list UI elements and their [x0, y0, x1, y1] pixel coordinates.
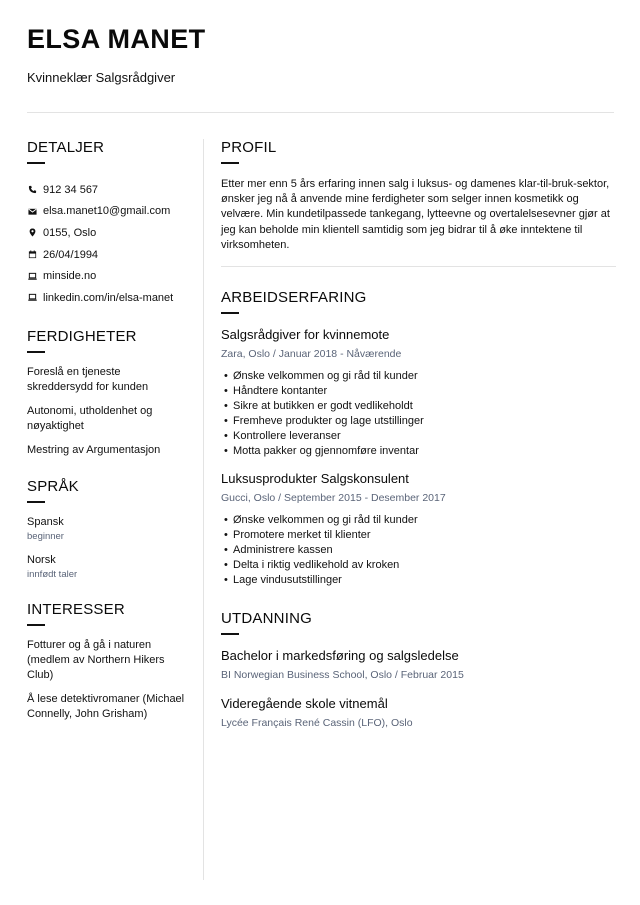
degree-title: Videregående skole vitnemål	[221, 696, 388, 712]
language-name: Norsk	[27, 553, 56, 566]
phone-text: 912 34 567	[43, 183, 99, 196]
job-title: Luksusprodukter Salgskonsulent	[221, 471, 409, 487]
calendar-icon	[27, 250, 37, 260]
email-text: elsa.manet10@gmail.com	[43, 205, 171, 218]
duty-item: • Promotere merket til klienter	[221, 528, 616, 543]
skill-item: Autonomi, utholdenhet og nøyaktighet	[27, 404, 153, 432]
location-pin-icon	[27, 228, 37, 238]
job-duties	[221, 369, 616, 459]
interest-item: Å lese detektivromaner (Michael Connelly, John Grisham)	[27, 692, 185, 720]
section-underline	[221, 162, 239, 164]
duty-item: • Håndtere kontanter	[221, 384, 616, 399]
duty-item: • Delta i riktig vedlikehold av kroken	[221, 558, 616, 573]
candidate-name: ELSA MANET	[27, 24, 206, 54]
experience-heading: ARBEIDSERFARING	[221, 289, 367, 307]
job-title: Salgsrådgiver for kvinnemote	[221, 327, 390, 343]
degree-meta: BI Norwegian Business School, Oslo / Februar 2015	[221, 669, 464, 682]
interests-heading: INTERESSER	[27, 600, 125, 618]
duty-item: • Administrere kassen	[221, 543, 616, 558]
duty-item: • Fremheve produkter og lage utstillinger	[221, 414, 616, 429]
contact-email	[27, 201, 187, 223]
language-item	[27, 515, 187, 544]
duty-item: • Lage vindusutstillinger	[221, 573, 616, 588]
profile-heading: PROFIL	[221, 139, 277, 156]
job-duties	[221, 513, 616, 588]
languages-section	[27, 478, 187, 582]
section-underline	[221, 633, 239, 635]
duty-item: • Motta pakker og gjennomføre inventar	[221, 444, 616, 459]
education-entry	[221, 696, 616, 730]
contact-linkedin	[27, 287, 187, 309]
details-heading: DETALJER	[27, 139, 105, 156]
degree-meta: Lycée Français René Cassin (LFO), Oslo	[221, 717, 413, 730]
profile-section	[221, 139, 616, 267]
skills-heading: FERDIGHETER	[27, 327, 137, 345]
linkedin-text: linkedin.com/in/elsa-manet	[43, 291, 174, 304]
section-underline	[221, 312, 239, 314]
duty-item: • Ønske velkommen og gi råd til kunder	[221, 513, 616, 528]
education-section	[221, 610, 616, 730]
language-name: Spansk	[27, 515, 64, 528]
interests-section	[27, 601, 187, 722]
laptop-icon	[27, 293, 37, 303]
job-entry	[221, 471, 616, 588]
skill-item: Foreslå en tjeneste skreddersydd for kunden	[27, 365, 149, 393]
job-meta: Zara, Oslo / Januar 2018 - Nåværende	[221, 348, 402, 361]
left-column	[27, 139, 187, 731]
contact-birthdate	[27, 244, 187, 266]
contact-list	[27, 179, 187, 309]
section-underline	[27, 501, 45, 503]
education-entry	[221, 648, 616, 682]
interest-item: Fotturer og å gå i naturen (medlem av Northern Hikers Club)	[27, 638, 165, 681]
experience-section	[221, 289, 616, 588]
contact-website	[27, 265, 187, 287]
candidate-title: Kvinneklær Salgsrådgiver	[27, 70, 176, 85]
duty-item: • Ønske velkommen og gi råd til kunder	[221, 369, 616, 384]
column-divider	[203, 139, 204, 880]
skills-section	[27, 328, 187, 458]
address-text: 0155, Oslo	[43, 226, 97, 239]
language-item	[27, 553, 187, 582]
right-column	[221, 139, 616, 730]
website-text: minside.no	[43, 270, 97, 283]
interests-list	[27, 638, 187, 722]
profile-divider	[221, 266, 616, 267]
job-entry	[221, 327, 616, 459]
skill-item: Mestring av Argumentasjon	[27, 443, 161, 456]
section-underline	[27, 624, 45, 626]
duty-item: • Kontrollere leveranser	[221, 429, 616, 444]
profile-text: Etter mer enn 5 års erfaring innen salg i luksus- og damenes klar-til-bruk-sektor, ønsker jeg nå å anvende mine ferdigheter som selger innen kosmetikk og velvære. Min kundetilpassede tankegang, lytteevne og overtalelsesevner gjør at jeg kan beholde min klientell samtidig som jeg bidrar til å øke inntektene til virksomheten.	[221, 178, 610, 251]
languages-list	[27, 515, 187, 582]
section-underline	[27, 162, 45, 164]
language-level: innfødt taler	[27, 568, 78, 580]
mail-icon	[27, 206, 37, 216]
birthdate-text: 26/04/1994	[43, 248, 99, 261]
duty-item: • Sikre at butikken er godt vedlikeholdt	[221, 399, 616, 414]
contact-phone	[27, 179, 187, 201]
contact-address	[27, 222, 187, 244]
skills-list	[27, 365, 187, 458]
education-heading: UTDANNING	[221, 610, 312, 628]
degree-title: Bachelor i markedsføring og salgsledelse	[221, 648, 459, 664]
job-meta: Gucci, Oslo / September 2015 - Desember 2017	[221, 492, 446, 505]
laptop-icon	[27, 271, 37, 281]
section-underline	[27, 351, 45, 353]
header-divider	[27, 112, 614, 113]
phone-icon	[27, 185, 37, 195]
languages-heading: SPRÅK	[27, 477, 79, 495]
details-section	[27, 139, 187, 309]
language-level: beginner	[27, 530, 64, 542]
